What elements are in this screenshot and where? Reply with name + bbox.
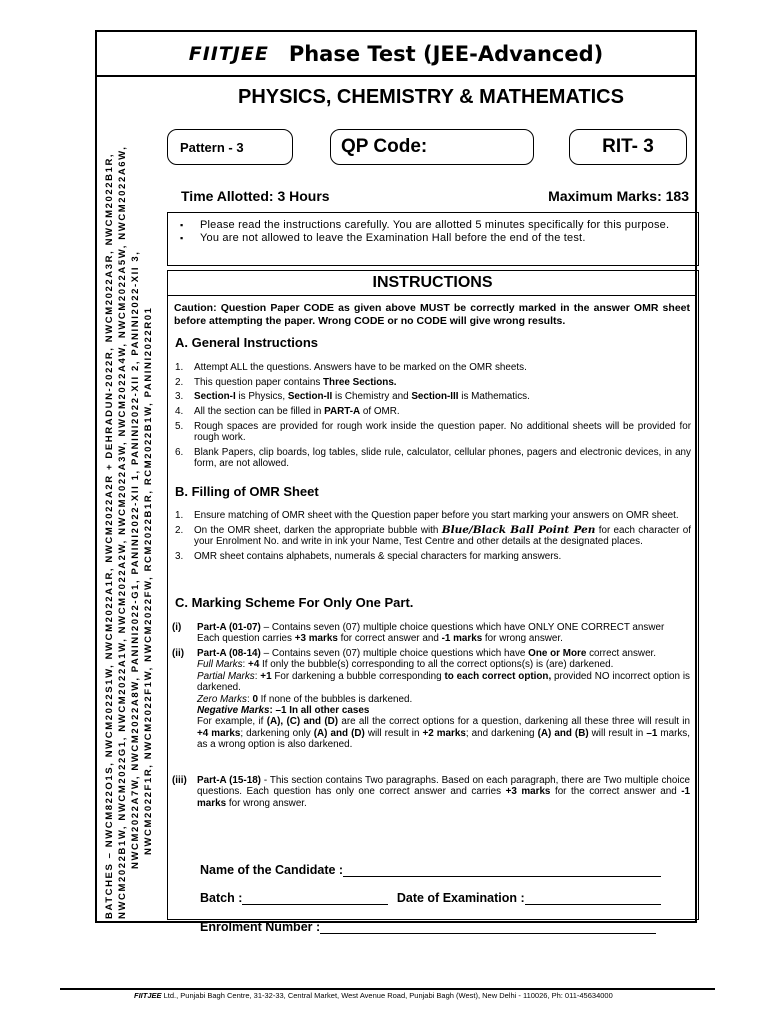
list-item: 1. Attempt ALL the questions. Answers have to be marked on the OMR sheets. xyxy=(175,362,527,373)
date-label: Date of Examination : xyxy=(396,891,525,905)
time-allotted: Time Allotted: 3 Hours xyxy=(181,188,330,204)
batch-line[interactable] xyxy=(242,893,388,905)
date-line[interactable] xyxy=(525,893,661,905)
batch-line-text: NWCM2022F1R, NWCM2022F1W, NWCM2022FW, RCM2022B1R, RCM2022B1W, PANINI2022R01 xyxy=(143,306,154,855)
test-title: Phase Test (JEE-Advanced) xyxy=(288,41,604,66)
question-paper-cover xyxy=(95,30,697,934)
pattern-box xyxy=(167,129,293,165)
caution-text: Caution: Question Paper CODE as given above MUST be correctly marked in the answer OMR sheet before attempting the paper. Wrong CODE or no CODE will give wrong results. xyxy=(174,302,690,327)
list-item: 6. Blank Papers, clip boards, log tables, slide rule, calculator, cellular phones, pagers and electronic devices, in any form, are not allowed. xyxy=(175,446,691,470)
candidate-name-label: Name of the Candidate : xyxy=(200,863,344,877)
general-instructions-list xyxy=(175,362,691,473)
batch-line-text: NWCM2022A7W, NWCM2022A8W, PANINI2022-G1, PANINI2022-XII 1, PANINI2022-XII 2, PANINI2022-XII 3, xyxy=(130,250,141,869)
list-item: 3. OMR sheet contains alphabets, numerals & special characters for marking answers. xyxy=(175,550,562,562)
candidate-name-line[interactable] xyxy=(343,865,661,877)
divider xyxy=(168,295,697,296)
footer-divider xyxy=(60,988,715,990)
batches-sidebar xyxy=(103,119,155,919)
list-item: 2. This question paper contains Three Sections. xyxy=(175,376,397,388)
omr-heading: B. Filling of OMR Sheet xyxy=(175,484,319,499)
batch-date-field[interactable] xyxy=(200,891,661,905)
instructions-title: INSTRUCTIONS xyxy=(372,274,493,291)
omr-list xyxy=(175,510,691,566)
enrolment-label: Enrolment Number : xyxy=(200,920,321,934)
list-item: 4. All the section can be filled in PART-A of OMR. xyxy=(175,406,400,418)
notice-item: ▪ Please read the instructions carefully. You are allotted 5 minutes specifically for this purpose. xyxy=(200,219,688,232)
qp-code-box xyxy=(330,129,534,165)
footer-address: Ltd., Punjabi Bagh Centre, 31-32-33, Central Market, West Avenue Road, Punjabi Bagh (West), New Delhi - 110026, Ph: 011-45634000 xyxy=(161,991,613,1000)
instructions-box xyxy=(167,270,699,934)
rit-label: RIT- 3 xyxy=(602,136,654,157)
enrolment-line[interactable] xyxy=(320,922,656,934)
list-item: 5. Rough spaces are provided for rough work inside the question paper. No additional sheets will be provided for rough work. xyxy=(175,420,691,444)
list-item: 2. On the OMR sheet, darken the appropriate bubble with Blue/Black Ball Point Pen for each character of your Enrolment No. and write in ink your Name, Test Centre and other details at the designated places. xyxy=(175,523,691,548)
marking-item-ii: (ii) Part-A (08-14) – Contains seven (07) multiple choice questions which have One or More correct answer. Full Marks: +4 If only the bubble(s) corresponding to all the correct options(s) is (are) darkened. Partial Marks: +1 For darkening a bubble corresponding to each correct option, provided NO incorrect option is darkened. Zero Marks: 0 If none of the bubbles is darkened. Negative Marks: –1 In all other cases For example, if (A), (C) and (D) are all the correct options for a question, darkening all these three will result in +4 marks; darkening only (A) and (D) will result in +2 marks; and darkening (A) and (B) will result in –1 marks, as a wrong option is also darkened. xyxy=(172,648,690,751)
maximum-marks: Maximum Marks: 183 xyxy=(548,188,689,204)
marking-item-iii: (iii) Part-A (15-18) - This section contains Two paragraphs. Based on each paragraph, there are Two multiple choice questions. Each question has only one correct answer and carries +3 marks for the correct answer and -1 marks for wrong answer. xyxy=(172,775,690,809)
header xyxy=(97,32,695,77)
notice-item: ▪ You are not allowed to leave the Examination Hall before the end of the test. xyxy=(200,232,688,245)
general-instructions-heading: A. General Instructions xyxy=(175,335,319,350)
rit-box xyxy=(569,129,687,165)
batch-line-text: NWCM2022B1W, NWCM2022G1, NWCM2022A1W, NWCM2022A2W, NWCM2022A3W, NWCM2022A4W, NWCM2022A5W, NWCM2022A6W, xyxy=(117,145,128,919)
marking-item-i: (i) Part-A (01-07) – Contains seven (07) multiple choice questions which have ONLY ONE CORRECT answer Each question carries +3 marks for correct answer and -1 marks for wrong answer. xyxy=(172,622,665,645)
batch-label: Batch : xyxy=(200,891,243,905)
marking-scheme-heading: C. Marking Scheme For Only One Part. xyxy=(175,595,414,610)
subjects-title: PHYSICS, CHEMISTRY & MATHEMATICS xyxy=(238,86,624,108)
footer-logo: FIITJEE xyxy=(134,991,162,1000)
fiitjee-logo: FIITJEE xyxy=(188,42,269,65)
qp-code-label: QP Code: xyxy=(341,136,428,157)
enrolment-field[interactable] xyxy=(200,920,656,934)
list-item: 1. Ensure matching of OMR sheet with the Question paper before you start marking your answers on OMR sheet. xyxy=(175,510,679,521)
candidate-name-field[interactable] xyxy=(200,863,661,877)
list-item: 3. Section-I is Physics, Section-II is Chemistry and Section-III is Mathematics. xyxy=(175,391,530,403)
notice-box xyxy=(167,212,699,266)
batch-line-text: BATCHES – NWCM822O1S, NWCM2022S1W, NWCM2022A1R, NWCM2022A2R + DEHRADUN-2022R, NWCM2022A3R, NWCM2022B1R, xyxy=(104,152,115,919)
pattern-label: Pattern - 3 xyxy=(180,139,244,155)
footer xyxy=(134,991,613,1000)
